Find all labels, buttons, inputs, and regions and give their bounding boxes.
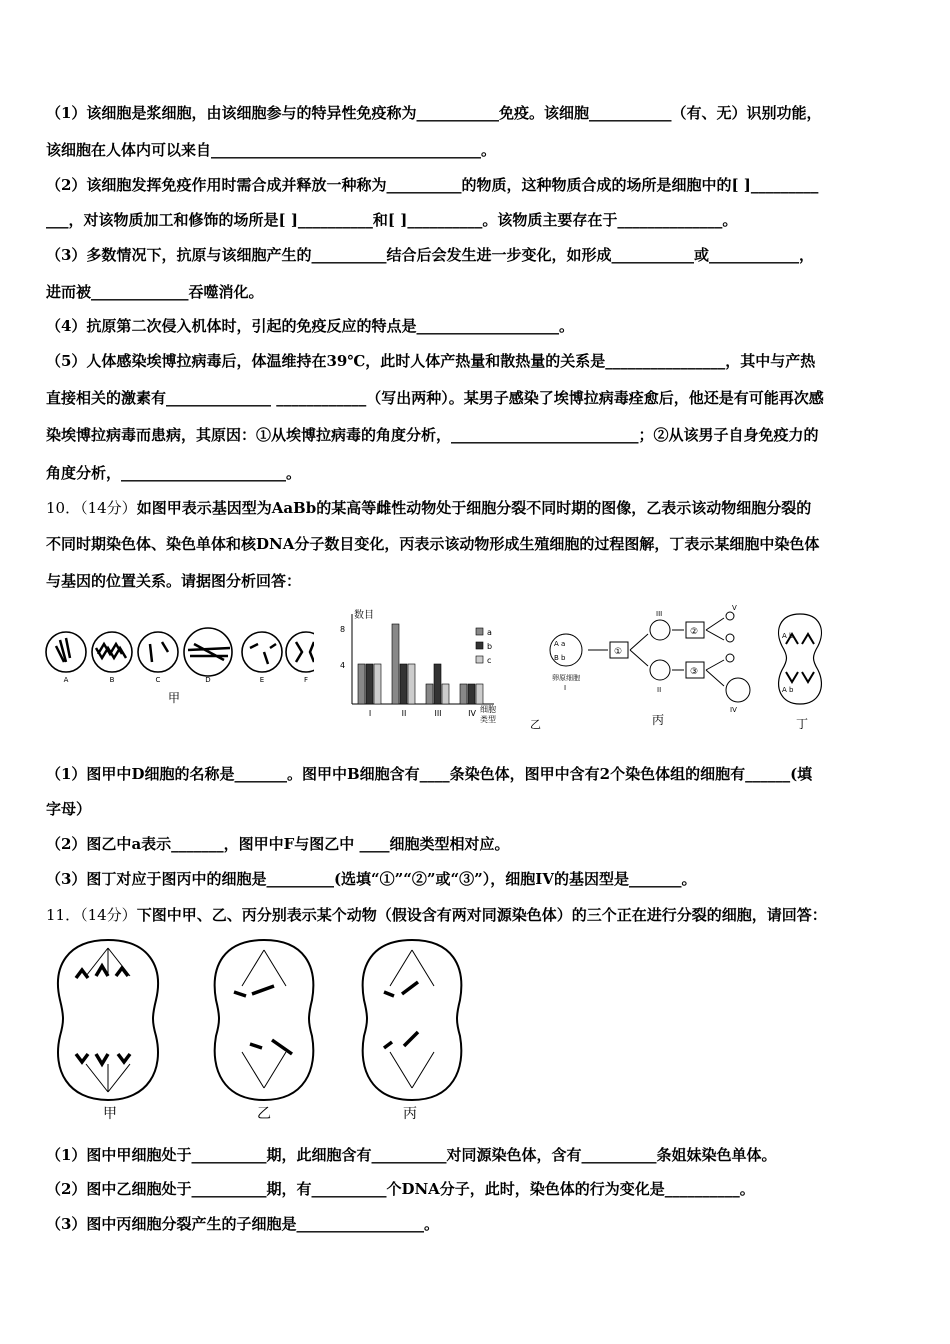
jia-label-e: E [259,676,265,684]
figure-jia [44,622,314,712]
xtick-II: II [401,709,407,718]
circled-3: ③ [690,667,699,677]
q11-caption-yi: 乙 [257,1106,271,1122]
q11-number: 11．（14分） [46,906,137,924]
q10-1-line1: （1）图甲中D细胞的名称是_______。图甲中B细胞含有____条染色体，图甲中含有2个染色体组的细胞有______(填 [46,765,813,783]
q10-2-line: （2）图乙中a表示_______，图甲中F与图乙中 ____细胞类型相对应。 [46,835,510,853]
xtick-III: III [434,709,442,718]
oocyte-label: 卵原细胞 [552,674,580,682]
xtick-I: I [368,709,372,718]
bar-a-I [358,664,365,704]
figure-bing [526,604,766,732]
bar-a-III [426,684,433,704]
bar-a-II [392,624,399,704]
bar-b-III [434,664,441,704]
oocyte-genes-2: B b [554,654,566,662]
yi-ylabel: 数目 [354,610,374,621]
q9-5-line1: （5）人体感染埃博拉病毒后，体温维持在39℃，此时人体产热量和散热量的关系是________________，其中与产热 [46,352,816,370]
q11-stem [46,904,910,926]
cell-yi-outline [215,940,314,1100]
legend-c: c [487,656,492,665]
bar-c-I [374,664,381,704]
q9-4-line: （4）抗原第二次侵入机体时，引起的免疫反应的特点是___________________。 [46,317,574,335]
figure-ding [768,610,832,732]
q11-2-line: （2）图中乙细胞处于__________期，有__________个DNA分子，此时，染色体的行为变化是__________。 [46,1180,755,1198]
ding-genes-top: A b [782,632,794,640]
legend-b: b [487,642,493,651]
q9-1-line1: （1）该细胞是浆细胞，由该细胞参与的特异性免疫称为___________免疫。该细胞___________（有、无）识别功能， [46,104,822,122]
stage-label-v: V [732,604,737,612]
cell-bing-outline [363,940,462,1100]
q11-3-line: （3）图中丙细胞分裂产生的子细胞是_________________。 [46,1215,439,1233]
jia-label-a: A [63,676,69,684]
q9-1-line2: 该细胞在人体内可以来自____________________________________。 [46,141,497,159]
figure-yi-chart [332,604,532,732]
yi-caption: 乙 [530,718,541,731]
bing-caption: 丙 [652,713,665,727]
q9-2-line1: （2）该细胞发挥免疫作用时需合成并释放一种称为__________的物质，这种物质合成的场所是细胞中的[ ]_________ [46,176,819,194]
q9-5-line2: 直接相关的激素有______________ ____________（写出两种）。某男子感染了埃博拉病毒痊愈后，他还是有可能再次感 [46,389,824,407]
xtick-IV: IV [468,709,476,718]
q10-stem-text: 如图甲表示基因型为AaBb的某高等雌性动物处于细胞分裂不同时期的图像，乙表示该动物细胞分裂的 [136,499,812,517]
q9-5-line3: 染埃博拉病毒而患病，其原因：①从埃博拉病毒的角度分析，_________________________；②从该男子自身免疫力的 [46,426,819,444]
legend-swatch-a [476,628,483,635]
q9-2-line2: ___，对该物质加工和修饰的场所是[ ]__________和[ ]__________。该物质主要存在于______________。 [46,211,738,229]
jia-label-c: C [155,676,161,684]
stage-label-ii: II [657,686,662,694]
circled-2: ② [690,627,699,637]
q10-stem-line2: 不同时期染色体、染色单体和核DNA分子数目变化，丙表示该动物形成生殖细胞的过程图解，丁表示某细胞中染色体 [46,535,820,553]
stage-label-iii: III [656,610,663,618]
q9-3-line2: 进而被_____________吞噬消化。 [46,283,264,301]
legend-a: a [487,628,492,637]
ding-genes-bottom: A b [782,686,794,694]
yi-ytick-8: 8 [340,625,346,634]
q11-caption-jia: 甲 [103,1106,117,1122]
bar-b-IV [468,684,475,704]
circled-1: ① [614,647,623,657]
stage-label-iv: IV [730,706,737,714]
bar-c-IV [476,684,483,704]
bar-c-III [442,684,449,704]
polar-body-2 [726,634,734,642]
cell-iii [650,620,670,640]
q10-stem-line3: 与基因的位置关系。请据图分析回答： [46,572,302,590]
yi-legend [476,628,492,665]
oocyte-genes-1: A a [554,640,566,648]
q10-stem-line1 [46,497,910,519]
ding-caption: 丁 [796,717,809,731]
stage-label-i: I [564,684,567,692]
q10-3-line: （3）图丁对应于图丙中的细胞是_________(选填“①”“②”或“③”），细胞IV的基因型是_______。 [46,870,697,888]
yi-ytick-4: 4 [340,661,346,670]
yi-xlabel-2: 类型 [480,715,496,724]
jia-label-d: D [205,676,211,684]
legend-swatch-c [476,656,483,663]
q10-1-line2: 字母） [46,800,92,818]
jia-label-f: F [303,676,309,684]
yi-xlabel-1: 细胞 [480,705,496,714]
jia-caption: 甲 [167,691,181,705]
cell-ii [650,660,670,680]
q9-5-line4: 角度分析，______________________。 [46,464,302,482]
polar-body-3 [726,654,734,662]
bar-c-II [408,664,415,704]
figure-q11 [46,936,486,1126]
polar-body-1 [726,612,734,620]
q11-caption-bing: 丙 [403,1106,417,1122]
bar-b-II [400,664,407,704]
bar-b-I [366,664,373,704]
legend-swatch-b [476,642,483,649]
q11-stem-text: 下图中甲、乙、丙分别表示某个动物（假设含有两对同源染色体）的三个正在进行分裂的细胞，请回答： [136,906,827,924]
q9-3-line1: （3）多数情况下，抗原与该细胞产生的__________结合后会发生进一步变化，如形成___________或____________， [46,246,814,264]
q10-number: 10．（14分） [46,499,137,517]
cell-v-egg [726,678,750,702]
q11-1-line: （1）图中甲细胞处于__________期，此细胞含有__________对同源染色体，含有__________条姐妹染色单体。 [46,1146,777,1164]
bar-a-IV [460,684,467,704]
jia-label-b: B [109,676,115,684]
